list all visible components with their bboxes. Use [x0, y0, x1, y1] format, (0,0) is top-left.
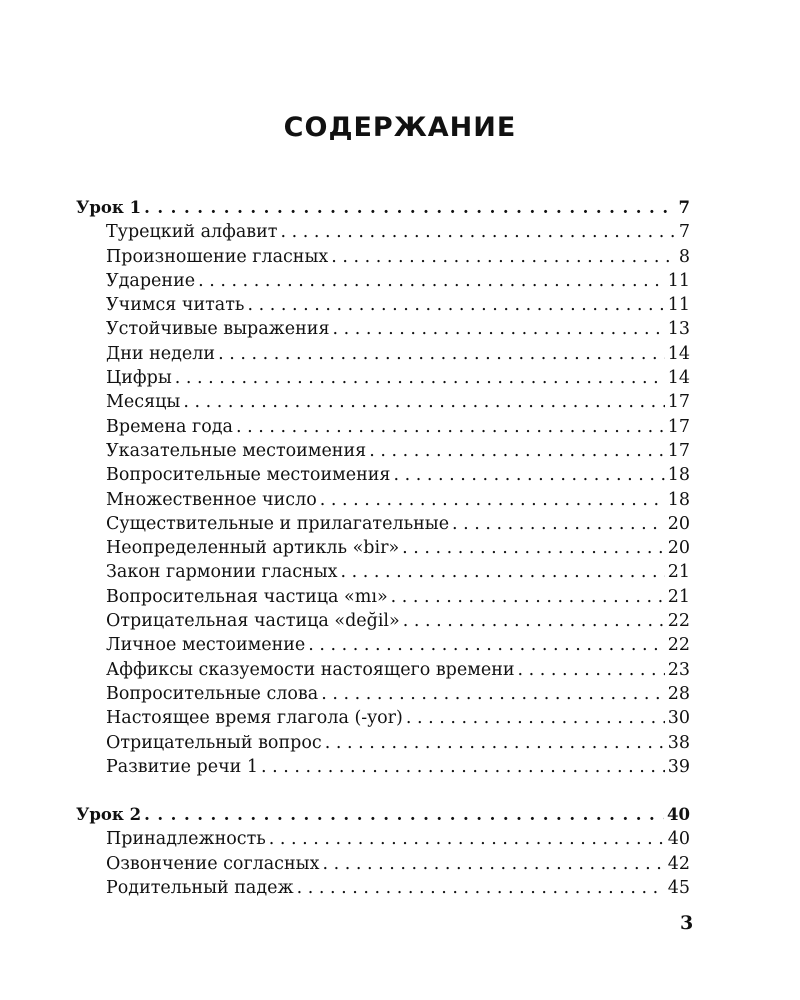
page-number: 3 [680, 912, 694, 934]
dot-leader [261, 755, 665, 779]
lesson-section [76, 196, 690, 779]
entry-page-number: 18 [667, 465, 690, 486]
entry-title: Ударение [106, 270, 196, 291]
dot-leader [406, 706, 665, 730]
dot-leader [297, 876, 665, 900]
entry-title: Отрицательный вопрос [106, 732, 322, 753]
entry-page-number: 42 [667, 853, 690, 874]
dot-leader [403, 609, 665, 633]
dot-leader [331, 245, 676, 269]
dot-leader [269, 827, 665, 851]
entry-title: Отрицательная частица «değil» [106, 611, 400, 632]
dot-leader [333, 317, 665, 341]
entry-page-number: 13 [667, 319, 690, 340]
entry-title: Развитие речи 1 [106, 756, 259, 777]
entry-title: Закон гармонии гласных [106, 562, 338, 583]
entry-page-number: 23 [667, 659, 690, 680]
entry-title: Времена года [106, 416, 233, 437]
dot-leader [393, 463, 664, 487]
lesson-title: Урок 2 [76, 805, 142, 825]
dot-leader [325, 731, 665, 755]
entry-page-number: 40 [667, 829, 690, 850]
toc-entry[interactable] [76, 755, 690, 779]
entry-page-number: 22 [667, 611, 690, 632]
toc-entry[interactable] [76, 269, 690, 293]
entry-title: Родительный падеж [106, 878, 294, 899]
entry-page-number: 17 [667, 416, 690, 437]
toc-entry[interactable] [76, 317, 690, 341]
entry-title: Месяцы [106, 392, 181, 413]
entry-page-number: 17 [667, 440, 690, 461]
toc-entry[interactable] [76, 827, 690, 851]
entry-title: Неопределенный артикль «bir» [106, 538, 400, 559]
entry-page-number: 14 [667, 343, 690, 364]
dot-leader [518, 658, 665, 682]
entry-title: Устойчивые выражения [106, 319, 330, 340]
dot-leader [281, 220, 676, 244]
lesson-section [76, 803, 690, 900]
entry-page-number: 21 [667, 586, 690, 607]
dot-leader [322, 852, 664, 876]
toc-entry[interactable] [76, 293, 690, 317]
entry-page-number: 21 [667, 562, 690, 583]
entry-title: Принадлежность [106, 829, 266, 850]
dot-leader [218, 342, 665, 366]
entry-page-number: 28 [667, 683, 690, 704]
lesson-page-number: 7 [678, 198, 690, 217]
toc-lesson-heading[interactable] [76, 803, 690, 827]
entry-page-number: 30 [667, 708, 690, 729]
entry-page-number: 17 [667, 392, 690, 413]
lesson-title: Урок 1 [76, 198, 142, 217]
dot-leader [321, 682, 665, 706]
dot-leader [183, 390, 664, 414]
entry-page-number: 38 [667, 732, 690, 753]
dot-leader [175, 366, 665, 390]
entry-title: Вопросительные местоимения [106, 465, 391, 486]
toc-entry[interactable] [76, 633, 690, 657]
toc-entry[interactable] [76, 706, 690, 730]
toc-entry[interactable] [76, 488, 690, 512]
entry-title: Дни недели [106, 343, 216, 364]
toc-entry[interactable] [76, 342, 690, 366]
entry-page-number: 39 [667, 756, 690, 777]
entry-page-number: 11 [667, 270, 690, 291]
toc-entry[interactable] [76, 366, 690, 390]
entry-title: Указательные местоимения [106, 440, 367, 461]
toc-entry[interactable] [76, 463, 690, 487]
entry-page-number: 18 [667, 489, 690, 510]
dot-leader [144, 196, 675, 220]
toc-entry[interactable] [76, 245, 690, 269]
toc-lesson-heading[interactable] [76, 196, 690, 220]
entry-title: Озвончение согласных [106, 853, 320, 874]
entry-title: Множественное число [106, 489, 317, 510]
entry-page-number: 22 [667, 635, 690, 656]
dot-leader [236, 415, 665, 439]
toc-entry[interactable] [76, 220, 690, 244]
entry-page-number: 20 [667, 538, 690, 559]
entry-title: Учимся читать [106, 295, 245, 316]
toc-entry[interactable] [76, 658, 690, 682]
entry-page-number: 11 [667, 295, 690, 316]
entry-page-number: 7 [678, 222, 690, 243]
entry-title: Настоящее время глагола (-yor) [106, 708, 403, 729]
dot-leader [402, 536, 665, 560]
dot-leader [391, 585, 665, 609]
entry-title: Цифры [106, 368, 172, 389]
dot-leader [320, 488, 665, 512]
dot-leader [452, 512, 665, 536]
toc-entry[interactable] [76, 560, 690, 584]
entry-page-number: 14 [667, 368, 690, 389]
table-of-contents [76, 196, 690, 900]
dot-leader [341, 560, 665, 584]
toc-entry[interactable] [76, 512, 690, 536]
toc-entry[interactable] [76, 852, 690, 876]
entry-title: Вопросительные слова [106, 683, 319, 704]
entry-title: Турецкий алфавит [106, 222, 278, 243]
dot-leader [308, 633, 664, 657]
entry-page-number: 8 [678, 246, 690, 267]
entry-page-number: 20 [667, 513, 690, 534]
entry-page-number: 45 [667, 878, 690, 899]
entry-title: Личное местоимение [106, 635, 306, 656]
lesson-page-number: 40 [667, 805, 690, 825]
toc-entry[interactable] [76, 682, 690, 706]
entry-title: Произношение гласных [106, 246, 329, 267]
toc-entry[interactable] [76, 609, 690, 633]
toc-entry[interactable] [76, 439, 690, 463]
toc-entry[interactable] [76, 731, 690, 755]
dot-leader [369, 439, 665, 463]
dot-leader [198, 269, 665, 293]
dot-leader [144, 803, 664, 827]
entry-title: Вопросительная частица «mı» [106, 586, 388, 607]
toc-entry[interactable] [76, 585, 690, 609]
entry-title: Аффиксы сказуемости настоящего времени [106, 659, 515, 680]
toc-entry[interactable] [76, 390, 690, 414]
dot-leader [247, 293, 664, 317]
entry-title: Существительные и прилагательные [106, 513, 450, 534]
toc-entry[interactable] [76, 536, 690, 560]
toc-entry[interactable] [76, 415, 690, 439]
toc-entry[interactable] [76, 876, 690, 900]
page-title: СОДЕРЖАНИЕ [283, 112, 517, 143]
